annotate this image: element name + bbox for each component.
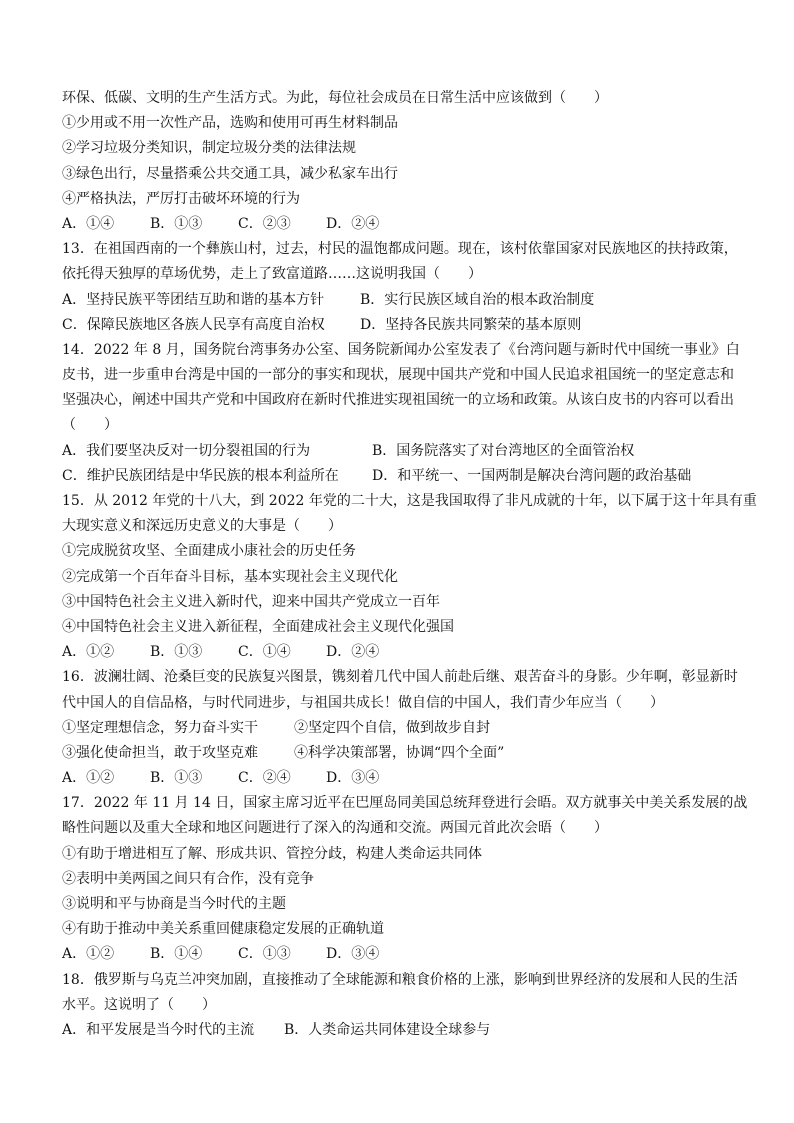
question-stem: 17．2022 年 11 月 14 日，国家主席习近平在巴厘岛同美国总统拜登进行会晤。双方就事关中美关系发展的战	[62, 795, 748, 812]
option-a: A．①②	[62, 770, 115, 787]
statement-3: ③说明和平与协商是当今时代的主题	[62, 896, 286, 912]
question-stem: 18．俄罗斯与乌克兰冲突加剧，直接推动了全球能源和粮食价格的上涨，影响到世界经济的发展和人民的生活	[62, 971, 738, 988]
statement-4: ④严格执法，严厉打击破坏环境的行为	[62, 190, 300, 207]
statement-1: ①完成脱贫攻坚、全面建成小康社会的历史任务	[62, 543, 356, 560]
answer-options-row-2	[62, 464, 742, 489]
option-c: C．维护民族团结是中华民族的根本利益所在	[62, 467, 339, 484]
question-13	[62, 237, 742, 338]
statements-row-2	[62, 741, 742, 766]
option-c: C．①④	[238, 644, 291, 661]
option-d: D．③④	[326, 946, 380, 963]
answer-options-row-1	[62, 1018, 742, 1043]
question-stem-cont: 依托得天独厚的草场优势，走上了致富道路……这说明我国（ ）	[62, 266, 482, 283]
statements-row-1	[62, 716, 742, 741]
statement-4: ④中国特色社会主义进入新征程，全面建成社会主义现代化强国	[62, 618, 454, 635]
option-c: C．②③	[238, 215, 291, 232]
option-a: A．①④	[62, 215, 115, 232]
option-b: B．国务院落实了对台湾地区的全面管治权	[372, 442, 635, 459]
question-stem: 16．波澜壮阔、沧桑巨变的民族复兴图景，镌刻着几代中国人前赴后继、艰苦奋斗的身影。少年啊，彰显新时	[62, 669, 738, 686]
option-b: B．①③	[150, 644, 203, 661]
option-d: D．②④	[326, 644, 380, 661]
statement-1: ①坚定理想信念，努力奋斗实干	[62, 719, 258, 736]
statement-2: ②完成第一个百年奋斗目标，基本实现社会主义现代化	[62, 568, 398, 585]
statement-4: ④有助于推动中美关系重回健康稳定发展的正确轨道	[62, 921, 384, 938]
statement-2: ②表明中美两国之间只有合作，没有竞争	[62, 870, 314, 887]
option-d: D．③④	[326, 770, 380, 787]
option-a: A．我们要坚决反对一切分裂祖国的行为	[62, 442, 311, 459]
statement-4: ④科学决策部署，协调“四个全面”	[294, 744, 505, 761]
question-14	[62, 338, 742, 489]
option-b: B．人类命运共同体建设全球参与	[284, 1021, 491, 1038]
question-stem-cont: 大现实意义和深远历史意义的大事是（ ）	[62, 518, 342, 535]
question-stem-cont: 代中国人的自信品格，与时代同进步，与祖国共成长！做自信的中国人，我们青少年应当（ ）	[62, 694, 664, 711]
statement-2: ②坚定四个自信，做到故步自封	[294, 719, 490, 736]
option-b: B．①③	[150, 215, 203, 232]
question-stem: 15．从 2012 年党的十八大，到 2022 年党的二十大，这是我国取得了非凡成就的十年，以下属于这十年具有重	[62, 493, 757, 509]
answer-options	[62, 942, 742, 967]
option-b: B．①③	[150, 770, 203, 787]
statement-3: ③强化使命担当，敢于攻坚克难	[62, 744, 258, 761]
option-a: A．坚持民族平等团结互助和谐的基本方针	[62, 291, 325, 308]
exam-page	[62, 86, 757, 1043]
answer-options-row-1	[62, 439, 742, 464]
question-stem-cont: 水平。这说明了（ ）	[62, 996, 216, 1013]
question-17	[62, 791, 748, 967]
answer-options-row-2	[62, 313, 742, 338]
option-b: B．①④	[150, 946, 203, 963]
option-c: C．②④	[238, 770, 291, 787]
statement-2: ②学习垃圾分类知识，制定垃圾分类的法律法规	[62, 140, 356, 157]
option-d: D．②④	[326, 215, 380, 232]
option-d: D．和平统一、一国两制是解决台湾问题的政治基础	[372, 467, 692, 484]
question-16	[62, 665, 742, 791]
answer-options-row-1	[62, 288, 742, 313]
option-d: D．坚持各民族共同繁荣的基本原则	[360, 316, 582, 333]
question-18	[62, 968, 742, 1044]
answer-blank: （ ）	[62, 417, 118, 434]
statement-3: ③绿色出行，尽量搭乘公共交通工具，减少私家车出行	[62, 165, 398, 182]
option-c: C．保障民族地区各族人民享有高度自治权	[62, 316, 325, 333]
answer-options	[62, 766, 742, 791]
question-stem: 13．在祖国西南的一个彝族山村，过去，村民的温饱都成问题。现在，该村依靠国家对民族地区的扶持政策，	[62, 241, 738, 258]
option-c: C．①③	[238, 946, 291, 963]
question-stem-cont: 坚强决心，阐述中国共产党和中国政府在新时代推进实现祖国统一的立场和政策。从该白皮书的内容可以看出	[62, 392, 734, 409]
question-stem: 14．2022 年 8 月，国务院台湾事务办公室、国务院新闻办公室发表了《台湾问题与新时代中国统一事业》白	[62, 341, 740, 358]
question-stem: 环保、低碳、文明的生产生活方式。为此，每位社会成员在日常生活中应该做到（ ）	[62, 90, 608, 106]
question-12-continued	[62, 86, 742, 237]
option-b: B．实行民族区域自治的根本政治制度	[360, 291, 595, 308]
option-a: A．①②	[62, 644, 115, 661]
question-15	[62, 489, 757, 665]
statement-1: ①有助于增进相互了解、形成共识、管控分歧，构建人类命运共同体	[62, 845, 482, 862]
statement-3: ③中国特色社会主义进入新时代，迎来中国共产党成立一百年	[62, 593, 440, 610]
statement-1: ①少用或不用一次性产品，选购和使用可再生材料制品	[62, 115, 398, 132]
answer-options	[62, 640, 742, 665]
answer-options	[62, 212, 742, 237]
question-stem-cont: 略性问题以及重大全球和地区问题进行了深入的沟通和交流。两国元首此次会晤（ ）	[62, 820, 608, 837]
option-a: A．和平发展是当今时代的主流	[62, 1021, 255, 1038]
option-a: A．①②	[62, 946, 115, 963]
question-stem-cont: 皮书，进一步重申台湾是中国的一部分的事实和现状，展现中国共产党和中国人民追求祖国统一的坚定意志和	[62, 367, 734, 384]
